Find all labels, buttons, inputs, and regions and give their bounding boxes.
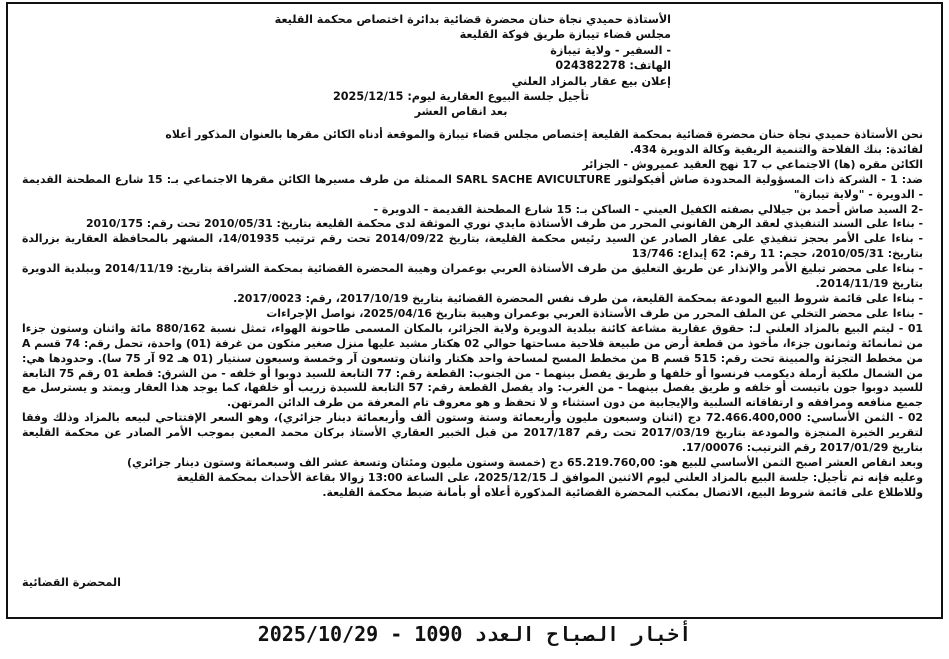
- paragraph-executive-title: - بناءا على السند التنفيذي لعقد الرهن القانوني المحرر من طرف الأستاذة مايدي نوري الموثقة لدى محكمة القليعة بتاريخ: 2010/05/31 تحت رقم: 2010/175: [85, 217, 923, 231]
- notice-title: إعلان بيع عقار بالمزاد العلني: [511, 74, 671, 88]
- paragraph-withdrawal: - بناءا على محضر التخلي عن الملف المحرر من طرف الأستاذة العربي بوعمران وهيبة بتاريخ 2025/04/16، نواصل الإجراءات: [266, 306, 923, 320]
- newspaper-footer: أخبار الصباح العدد 1090 - 2025/10/29: [257, 622, 692, 646]
- notice-body: [22, 128, 923, 501]
- notice-frame: [6, 2, 943, 619]
- court-council-line: مجلس قضاء تيبازة طريق فوكة القليعة: [459, 28, 671, 42]
- paragraph-defendant-2: -2 السيد صاش أحمد بن جيلالي بصفته الكفيل العيني - الساكن بـ: 15 شارع المطحنة القديمة - الدويرة -: [373, 202, 923, 216]
- paragraph-beneficiary-address: الكائن مقره (ها) الاجتماعي ب 17 نهج العقيد عميروش - الجزائر: [582, 157, 923, 171]
- paragraph-base-price: 02 - الثمن الأساسي: 72.466.400,000 دج (اثنان وسبعون مليون وأربعمائة وستة وستون ألف وأربعمائة دينار جزائري)، وهو السعر الإفتتاحي لبيعه بالمزاد وذلك وفقا لتقرير الخبرة المنجزة والمودعة بتاريخ 2017/03/19 تحت رقم 2017/187 من قبل الخبير العقاري الأستاذ بركان محمد المعين بموجب الأمر الصادر عن محكمة القليعة بتاريخ 2017/01/29 رقم الترتيب: 17/00076.: [22, 411, 924, 455]
- paragraph-reduced-price: وبعد انقاص العشر اصبح الثمن الأساسي للبيع هو: 65.219.760,00 دج (خمسة وستون مليون ومئتان وتسعة عشر الف وسبعمائة وستون دينار جزائري): [127, 455, 923, 469]
- after-reduction-line: بعد انقاص العشر: [414, 105, 508, 119]
- paragraph-intro: نحن الأستاذة حميدي نجاة حنان محضرة قضائية بمحكمة القليعة إختصاص مجلس قضاء تيبازة والموقعة أدناه الكائن مقرها بالعنوان المذكور أعلاه: [165, 128, 923, 141]
- paragraph-notification: - بناءا على محضر تبليغ الأمر والإنذار عن طريق التعليق من طرف الأستاذة العربي بوعمران وهيبة المحضرة القضائية بمحكمة الشراقة بتاريخ: 2014/11/19 وببلدية الدويرة بتاريخ 2014/11/19.: [22, 262, 923, 291]
- paragraph-session-date: وعليه فإنه تم تأجيل: جلسة البيع بالمزاد العلني ليوم الاثنين الموافق لـ 2025/12/15، على الساعة 13:00 زوالا بقاعة الأحداث بمحكمة القليعة: [176, 470, 923, 484]
- paragraph-sale-conditions: - بناءا على قائمة شروط البيع المودعة بمحكمة القليعة، من طرف نفس المحضرة القضائية بتاريخ 2017/10/19، رقم: 2017/0023.: [233, 291, 923, 305]
- paragraph-beneficiary: لفائدة: بنك الفلاحة والتنمية الريفية وكالة الدويرة 434.: [629, 142, 923, 156]
- notice-header: [251, 12, 671, 120]
- paragraph-seizure-order: - بناءا على الأمر بحجز تنفيذي على عقار الصادر عن السيد رئيس محكمة القليعة، بتاريخ 2014/09/22 تحت رقم ترتيب 14/01935، المشهر بالمحافظة العقارية بزرالدة بتاريخ: 2010/05/31، حجم: 11 رقم: 62 إيداع: 13/746: [22, 232, 923, 261]
- paragraph-defendant-1: ضد: 1 - الشركة ذات المسؤولية المحدودة صاش أفيكولتور SARL SACHE AVICULTURE الممثلة من طرف مسيرها الكائن مقرها الاجتماعي بـ: 15 شارع المطحنة القديمة - الدويرة - "ولاية تيبازة": [22, 172, 923, 201]
- paragraph-property-description: 01 - ليتم البيع بالمزاد العلني لـ: حقوق عقارية مشاعة كائنة ببلدية الدويرة ولاية الجزائر، بالمكان المسمى طاحونة الهواء، تمثل نسبة 880/162 مائة واثنان وستون جزءا من ثمانمائة وثمانون جزءا، مأخوذ من قطعة أرض من طبيعة فلاحية مساحتها حوالي 02 هكتار مشيد عليها منزل صغير متكون من غرفة (01) واحدة، تحمل رقم: 74 قسم A من مخطط التجزئة والمبينة تحت رقم: 515 قسم B من مخطط المسح لمساحة واحد هكتار واثنان وتسعون آر وخمسة وسبعون سنتيار (01 هـ 92 آر 75 سا). وحدودها هي: من الشمال ملكية أرملة ديكومب فرنسوا أو خلفها و طريق يفصل بينهما - من الجنوب: القطعة رقم: 77 التابعة للسيد دوبوا أو خلفه - من الشرق: قطعة 01 رقم 75 التابعة للسيد دوبوا جون باتيست أو خلفه و طريق يفصل بينهما - من الغرب: واد يفصل القطعة رقم: 57 التابعة للسيدة زريب أو خلفها، كما يوجد هذا العقار ويمتد و يسترسل مع جميع منافعه ومرافقه و ارتفاقاته السلبية والإيجابية من دون استثناء و لا تحفظ و هو معروف تام المعرفة من طرف الدائن المرتهن.: [22, 321, 924, 410]
- phone-line: الهاتف: 024382278: [555, 59, 671, 73]
- bailiff-name-line: الأستاذة حميدي نجاة حنان محضرة قضائية بدائرة اختصاص محكمة القليعة: [274, 13, 671, 26]
- paragraph-contact: وللاطلاع على قائمة شروط البيع، الاتصال بمكتب المحضرة القضائية المذكورة أعلاه أو بأمانة ضبط محكمة القليعة.: [322, 485, 923, 499]
- signature: المحضرة القضائية: [22, 576, 121, 589]
- postponed-session-line: تأجيل جلسة البيوع العقارية ليوم: 2025/12/15: [332, 90, 590, 104]
- address-line: - السفير - ولاية تيبازة: [550, 43, 671, 57]
